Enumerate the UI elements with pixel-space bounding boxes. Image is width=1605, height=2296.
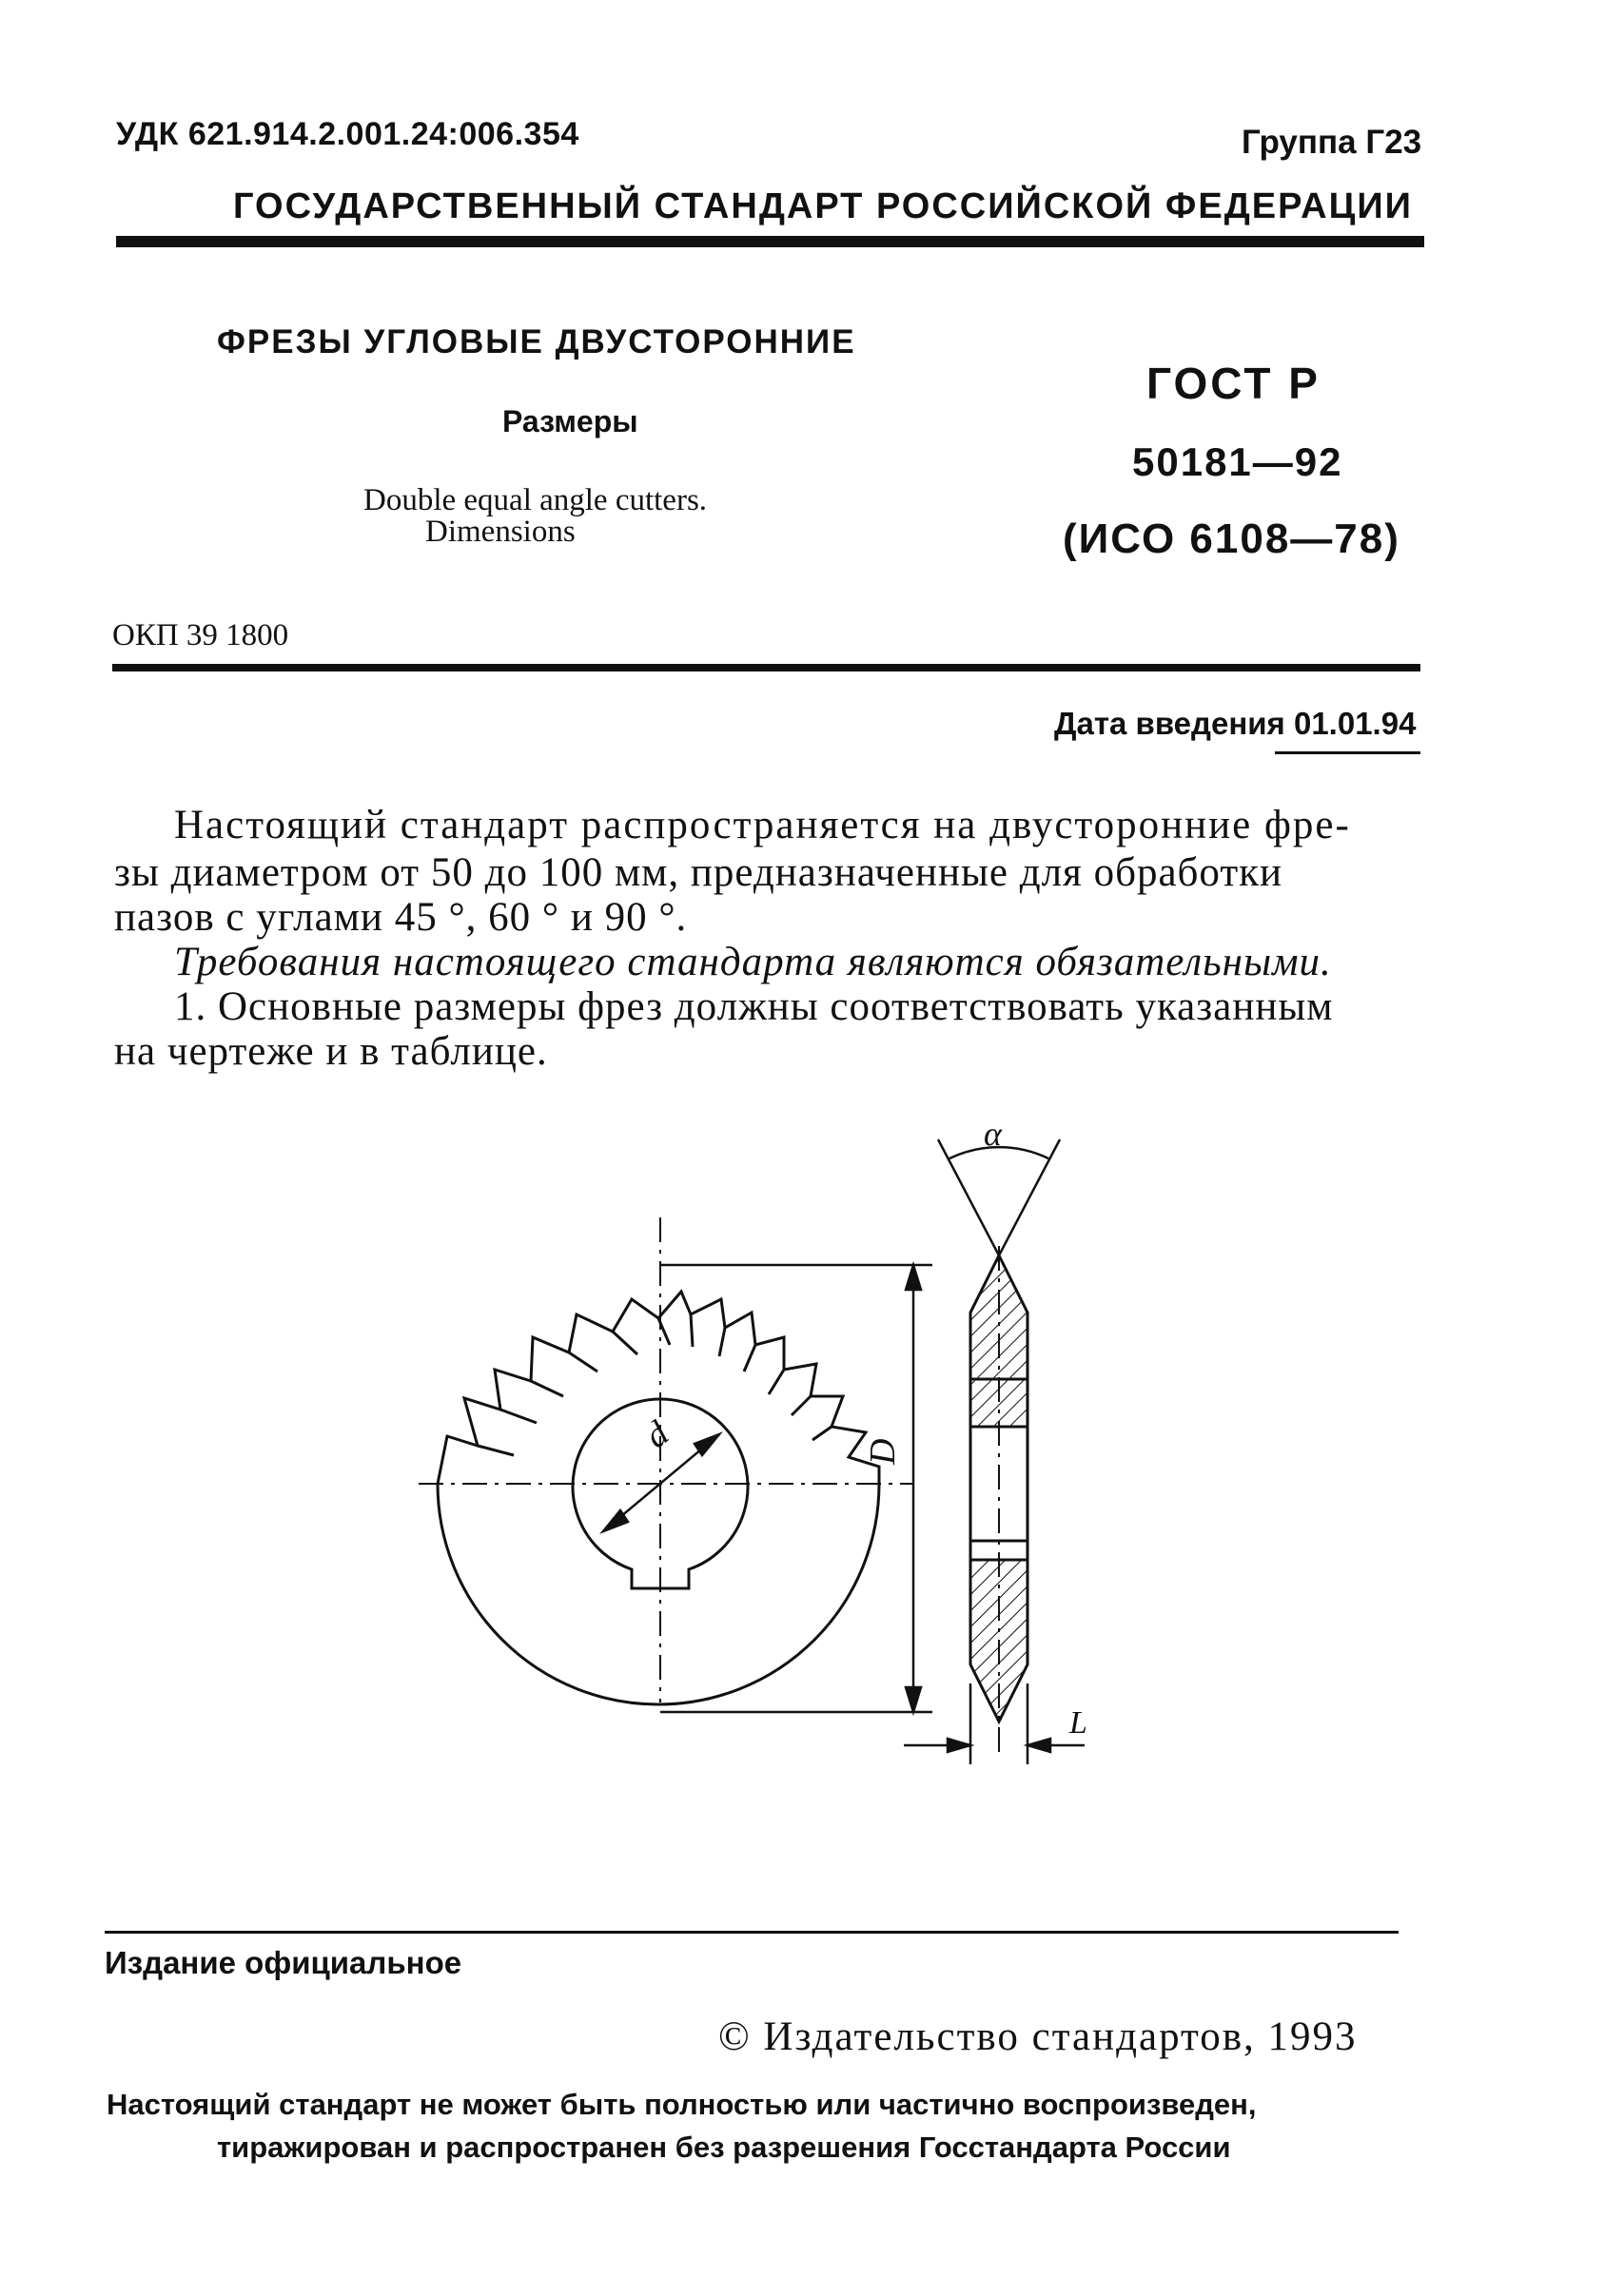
gost-designation-line-2: 50181—92 bbox=[1132, 439, 1343, 484]
angle-alpha-label: α bbox=[984, 1115, 1002, 1153]
title-block-rule bbox=[112, 664, 1420, 671]
paragraph-1-line-2: зы диаметром от 50 до 100 мм, предназначенные для обработки bbox=[114, 850, 1283, 895]
date-underline bbox=[1275, 751, 1420, 754]
paragraph-2: Требования настоящего стандарта являются обязательными. bbox=[174, 940, 1332, 984]
gost-designation-line-1: ГОСТ Р bbox=[1146, 359, 1321, 408]
iso-designation: (ИСО 6108—78) bbox=[1063, 516, 1400, 562]
copyright-icon: © bbox=[718, 2014, 752, 2059]
cutter-body-lower-half bbox=[438, 1484, 879, 1704]
paragraph-1-line-3: пазов с углами 45 °, 60 ° и 90 °. bbox=[114, 895, 688, 940]
paragraph-3-line-1: 1. Основные размеры фрез должны соответствовать указанным bbox=[174, 984, 1334, 1029]
cutter-drawing bbox=[419, 1113, 1142, 1779]
outer-diameter-label: D bbox=[863, 1438, 903, 1465]
bore-diameter-label: d bbox=[636, 1413, 676, 1457]
header-thick-rule bbox=[116, 236, 1424, 247]
date-introduced: Дата введения 01.01.94 bbox=[1054, 706, 1417, 741]
group-code: Группа Г23 bbox=[1242, 124, 1422, 161]
state-standard-heading: ГОСУДАРСТВЕННЫЙ СТАНДАРТ РОССИЙСКОЙ ФЕДЕРАЦИИ bbox=[233, 186, 1413, 226]
official-edition-label: Издание официальное bbox=[105, 1945, 462, 1980]
paragraph-3-line-2: на чертеже и в таблице. bbox=[114, 1029, 548, 1074]
reproduction-notice-line-2: тиражирован и распространен без разрешения Госстандарта России bbox=[217, 2131, 1231, 2164]
english-title-line-2: Dimensions bbox=[425, 515, 576, 549]
paragraph-1-line-1: Настоящий стандарт распространяется на двусторонние фре- bbox=[174, 803, 1351, 847]
width-label: L bbox=[1069, 1705, 1087, 1741]
udk-code: УДК 621.914.2.001.24:006.354 bbox=[116, 116, 579, 152]
copyright-text: Издательство стандартов, 1993 bbox=[763, 2014, 1358, 2059]
footer-rule bbox=[105, 1931, 1399, 1934]
reproduction-notice-line-1: Настоящий стандарт не может быть полностью или частично воспроизведен, bbox=[107, 2088, 1257, 2121]
document-subtitle: Размеры bbox=[502, 404, 638, 438]
okp-code: ОКП 39 1800 bbox=[112, 618, 289, 652]
english-title-line-1: Double equal angle cutters. bbox=[363, 483, 708, 517]
copyright-line bbox=[718, 2014, 1358, 2060]
document-title: ФРЕЗЫ УГЛОВЫЕ ДВУСТОРОННИЕ bbox=[217, 323, 856, 360]
